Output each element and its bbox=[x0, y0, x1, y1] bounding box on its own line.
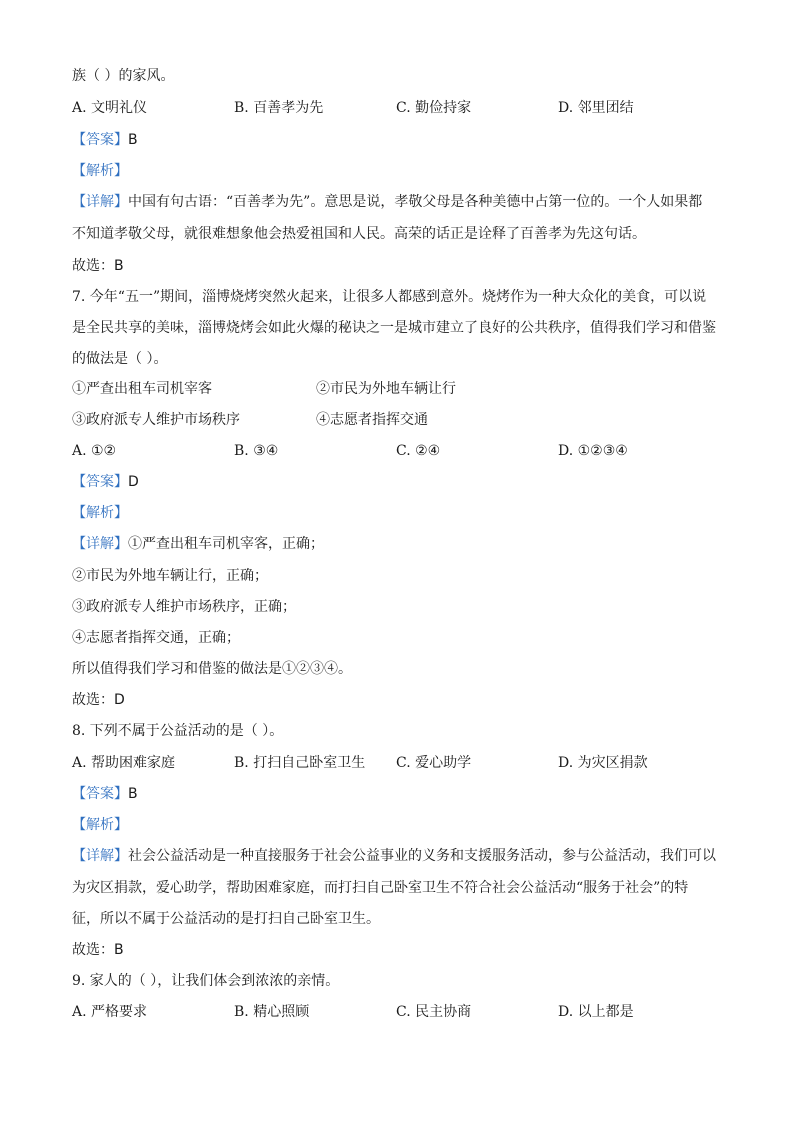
answer-tag: 【答案】 bbox=[72, 474, 128, 490]
q7-detail-line-5: 所以值得我们学习和借鉴的做法是①②③④。 bbox=[72, 661, 352, 677]
q9-option-b: B. 精心照顾 bbox=[234, 1004, 310, 1020]
q8-analysis bbox=[72, 815, 732, 835]
q8-option-b: B. 打扫自己卧室卫生 bbox=[234, 755, 366, 771]
q8-option-c: C. 爱心助学 bbox=[396, 755, 472, 771]
q7-stem-line-3: 的做法是（ ）。 bbox=[72, 351, 168, 367]
detail-tag: 【详解】 bbox=[72, 536, 128, 552]
q6-answer bbox=[72, 130, 732, 150]
q7-options bbox=[72, 441, 732, 461]
q9-option-a: A. 严格要求 bbox=[72, 1004, 148, 1020]
q7-items-row-2 bbox=[72, 410, 732, 430]
q6-detail-line-1: 【详解】中国有句古语：“百善孝为先”。意思是说，孝敬父母是各种美德中占第一位的。一个人如果都 bbox=[72, 194, 703, 210]
q7-option-d: D. ①②③④ bbox=[558, 443, 628, 459]
q6-option-d: D. 邻里团结 bbox=[558, 100, 634, 116]
q6-analysis bbox=[72, 161, 732, 181]
q8-detail-line-1: 【详解】社会公益活动是一种直接服务于社会公益事业的义务和支援服务活动，参与公益活动，我们可以 bbox=[72, 848, 716, 864]
answer-tag: 【答案】 bbox=[72, 786, 128, 802]
q7-item-2: ②市民为外地车辆让行 bbox=[316, 381, 456, 397]
analysis-tag: 【解析】 bbox=[72, 505, 128, 521]
q8-stem: 8. 下列不属于公益活动的是（ ）。 bbox=[72, 723, 284, 739]
q6-option-c: C. 勤俭持家 bbox=[396, 100, 472, 116]
q6-option-a: A. 文明礼仪 bbox=[72, 100, 148, 116]
q7-option-c: C. ②④ bbox=[396, 443, 441, 459]
q6-detail-line-2: 不知道孝敬父母，就很难想象他会热爱祖国和人民。高荣的话正是诠释了百善孝为先这句话。 bbox=[72, 226, 646, 242]
analysis-tag: 【解析】 bbox=[72, 817, 128, 833]
q6-stem-tail: 族（ ）的家风。 bbox=[72, 68, 175, 84]
q6-choice: 故选：B bbox=[72, 258, 124, 274]
q9-options bbox=[72, 1002, 732, 1022]
q7-item-3: ③政府派专人维护市场秩序 bbox=[72, 412, 240, 428]
q7-option-a: A. ①② bbox=[72, 443, 117, 459]
q9-option-c: C. 民主协商 bbox=[396, 1004, 472, 1020]
q8-option-d: D. 为灾区捐款 bbox=[558, 755, 648, 771]
q7-detail-line-1: 【详解】①严查出租车司机宰客，正确； bbox=[72, 536, 324, 552]
q7-detail-line-2: ②市民为外地车辆让行，正确； bbox=[72, 568, 268, 584]
q7-detail-line-3: ③政府派专人维护市场秩序，正确； bbox=[72, 599, 296, 615]
q7-choice: 故选：D bbox=[72, 692, 125, 708]
q6-option-b: B. 百善孝为先 bbox=[234, 100, 324, 116]
detail-tag: 【详解】 bbox=[72, 194, 128, 210]
q8-choice: 故选：B bbox=[72, 942, 124, 958]
q9-option-d: D. 以上都是 bbox=[558, 1004, 634, 1020]
analysis-tag: 【解析】 bbox=[72, 163, 128, 179]
q8-detail-line-3: 征，所以不属于公益活动的是打扫自己卧室卫生。 bbox=[72, 911, 380, 927]
answer-tag: 【答案】 bbox=[72, 132, 128, 148]
q8-detail-line-2: 为灾区捐款，爱心助学，帮助困难家庭，而打扫自己卧室卫生不符合社会公益活动“服务于社会”的特 bbox=[72, 880, 689, 896]
answer-value: B bbox=[128, 132, 138, 148]
q7-item-1: ①严查出租车司机宰客 bbox=[72, 381, 212, 397]
q8-option-a: A. 帮助困难家庭 bbox=[72, 755, 176, 771]
q7-analysis bbox=[72, 503, 732, 523]
q8-options bbox=[72, 753, 732, 773]
q7-items-row-1 bbox=[72, 379, 732, 399]
detail-tag: 【详解】 bbox=[72, 848, 128, 864]
q6-options bbox=[72, 98, 732, 118]
answer-value: D bbox=[128, 474, 139, 490]
q7-detail-line-4: ④志愿者指挥交通，正确； bbox=[72, 630, 240, 646]
answer-value: B bbox=[128, 786, 138, 802]
q7-item-4: ④志愿者指挥交通 bbox=[316, 412, 428, 428]
q7-stem-line-2: 是全民共享的美味，淄博烧烤会如此火爆的秘诀之一是城市建立了良好的公共秩序，值得我们学习和借鉴 bbox=[72, 320, 716, 336]
q7-option-b: B. ③④ bbox=[234, 443, 279, 459]
q9-stem: 9. 家人的（ ），让我们体会到浓浓的亲情。 bbox=[72, 973, 340, 989]
q8-answer bbox=[72, 784, 732, 804]
q7-answer bbox=[72, 472, 732, 492]
q7-stem-line-1: 7. 今年“五一”期间，淄博烧烤突然火起来，让很多人都感到意外。烧烤作为一种大众化的美食，可以说 bbox=[72, 289, 707, 305]
